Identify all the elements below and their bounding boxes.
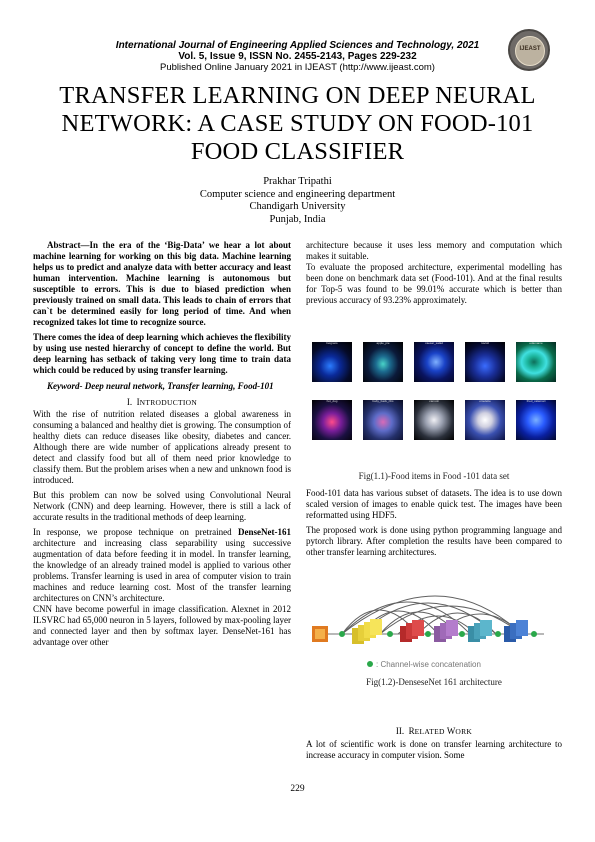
dense-block-blue <box>504 620 528 642</box>
food-image-cannoli <box>414 400 454 440</box>
title-line-2: NETWORK: A CASE STUDY ON FOOD-101 <box>61 110 534 137</box>
section-title-first-2: W <box>446 726 456 736</box>
figure-food-grid <box>312 342 556 466</box>
p3-a: In response, we propose technique on pretrained <box>33 527 238 537</box>
food-label: cannoli <box>429 400 439 403</box>
intro-paragraph-4: CNN have become powerful in image classification. Alexnet in 2012 ILSVRC had 65,000 neuron in 5 layers, followed by max-pooling layer and connected layer and then by softmax layer. DenseNet-161 has advantage over other <box>33 604 291 647</box>
paper-title <box>40 82 555 166</box>
section-title-first: R <box>408 726 415 736</box>
title-line-1: TRANSFER LEARNING ON DEEP NEURAL <box>59 82 536 109</box>
section-heading-introduction <box>33 397 291 407</box>
food-label: beignets <box>326 342 338 345</box>
dense-block-purple <box>434 620 458 642</box>
author-name: Prakhar Tripathi <box>263 176 332 187</box>
related-work-paragraph: A lot of scientific work is done on transfer learning architecture to increase accuracy in computer vision. Some <box>306 739 562 760</box>
section-title-first: I <box>136 397 140 407</box>
p3-bold: DenseNet-161 <box>238 527 291 537</box>
journal-logo <box>508 29 550 71</box>
right-column-middle <box>306 488 562 558</box>
logo-text: IJEAST <box>519 46 541 52</box>
figure-1-caption: Fig(1.1)-Food items in Food -101 data set <box>358 471 510 481</box>
section-title-mid: ELATED <box>414 727 447 736</box>
food-label: baby_back_ribs <box>372 400 394 403</box>
food-image-hot-dog <box>312 400 352 440</box>
food-image-beignets <box>312 342 352 382</box>
figure-2-caption: Fig(1.2)-DenseseNet 161 architecture <box>366 677 502 687</box>
food-label: edamame <box>529 342 543 345</box>
section-title-rest: ORK <box>455 727 473 736</box>
food-image-caesar-salad <box>414 342 454 382</box>
food-image-ravioli <box>465 342 505 382</box>
food-label: fried_calamari <box>526 400 546 403</box>
right-paragraph-3: Food-101 data has various subset of datasets. The idea is to use down scaled version of images to enable quick test. The images have been reformatted using HDF5. <box>306 488 562 520</box>
section-heading-related-work <box>306 726 562 736</box>
journal-volume: Vol. 5, Issue 9, ISSN No. 2455-2143, Pages 229-232 <box>178 51 417 62</box>
densenet-diagram <box>308 576 560 672</box>
food-label: omelette <box>479 400 491 403</box>
author-block <box>100 176 495 226</box>
left-column <box>33 240 291 648</box>
dense-block-teal <box>468 620 492 642</box>
section-number: II. <box>395 726 405 736</box>
right-paragraph-2: To evaluate the proposed architecture, experimental modelling has been done on benchmark data set (Food-101). And at the final results for Top-5 was found to be 99.01% accurate which is better than previous accuracy of 93.23% approximately. <box>306 262 562 305</box>
intro-paragraph-2: But this problem can now be solved using Convolutional Neural Network (CNN) and deep learning. However, there is still a lack of accurate results in the traditional methods of deep learning. <box>33 490 291 522</box>
food-label: hot_dog <box>326 400 338 403</box>
food-label: apple_pie <box>376 342 390 345</box>
food-image-edamame <box>516 342 556 382</box>
right-paragraph-4: The proposed work is done using python programming language and pytorch library. After completion the results have been compared to other transfer learning architectures. <box>306 525 562 557</box>
section-number: I. <box>126 397 133 407</box>
keywords: Keyword- Deep neural network, Transfer learning, Food-101 <box>47 381 274 391</box>
right-paragraph-1: architecture because it uses less memory and computation which makes it suitable. <box>306 240 562 261</box>
food-image-fried-calamari <box>516 400 556 440</box>
author-dept: Computer science and engineering department <box>199 188 396 200</box>
food-image-baby-back-ribs <box>363 400 403 440</box>
food-image-apple-pie <box>363 342 403 382</box>
input-image <box>312 626 328 642</box>
p3-b: architecture and increasing class separability using successive augmentation of data before feeding it in model. In transfer learning, the knowledge of an already trained model is applied to various other problems. Transfer learning is used in area of computer vision to train machines and reduce learning cost. Most of the transfer learning architectures on CNN’s architecture. <box>33 538 291 603</box>
journal-published: Published Online January 2021 in IJEAST (http://www.ijeast.com) <box>160 62 435 73</box>
right-column-bottom <box>306 739 562 761</box>
author-university: Chandigarh University <box>249 201 346 212</box>
abstract: Abstract—In the era of the ‘Big-Data’ we hear a lot about machine learning for working on this big data. Machine learning helps us to predict and analyze data with better accuracy and least human intervention. Machine learning is autonomous but susceptible to errors. This is due to biased prediction when previously trained on small data. This leads to chain of errors that can`t be determined easily for long period of time. And when recognized takes lot time to recognize source. <box>33 240 291 327</box>
intro-paragraph-3 <box>33 527 291 604</box>
food-image-omelette <box>465 400 505 440</box>
legend-node-icon <box>367 661 373 667</box>
food-label: caesar_salad <box>425 342 443 345</box>
abstract-continued: There comes the idea of deep learning which achieves the flexibility by using use nested hierarchy of concept to define the world. But deep learning has setback of taking very long time to train data which could be reduced by using transfer learning. <box>33 332 291 375</box>
intro-paragraph-1: With the rise of nutrition related diseases a global awareness in consuming a balanced and healthy diet is growing. The consumption of healthy diets can reduce diseases like obesity, diabetes and cancer. Although there are wide number of applications already present to detect and classify food but all of them need prior knowledge to classify them. But the problem arises when a new and unknown food is introduced. <box>33 409 291 485</box>
diagram-legend: : Channel-wise concatenation <box>376 660 481 669</box>
right-column-top <box>306 240 562 306</box>
title-line-3: FOOD CLASSIFIER <box>190 138 405 165</box>
page-number: 229 <box>290 784 305 794</box>
food-label: ravioli <box>481 342 489 345</box>
author-location: Punjab, India <box>269 213 326 225</box>
section-title-rest: NTRODUCTION <box>139 398 198 407</box>
dense-block-red <box>400 620 424 642</box>
journal-name: International Journal of Engineering Applied Sciences and Technology, 2021 <box>115 40 480 51</box>
